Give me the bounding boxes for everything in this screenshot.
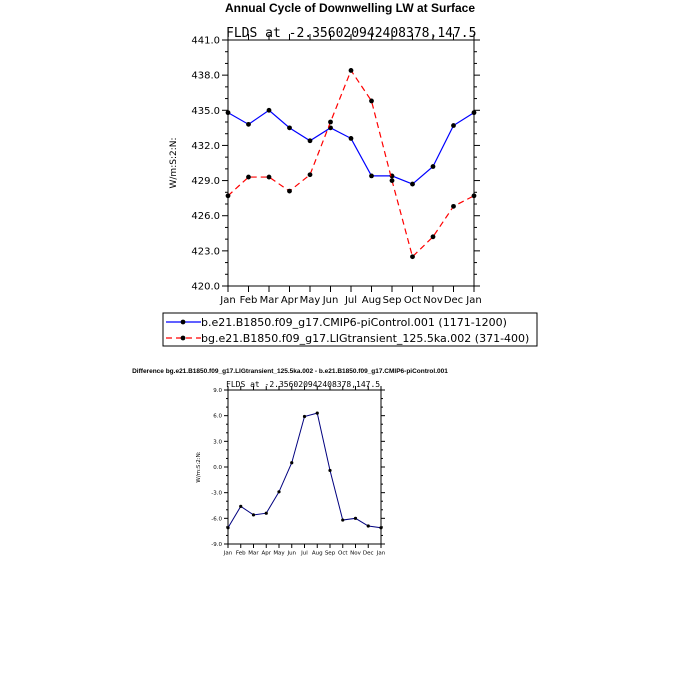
y-axis-label: W/m:S:2:N:	[196, 451, 202, 483]
x-tick-label: Feb	[235, 550, 246, 557]
legend-entry-1: b.e21.B1850.f09_g17.CMIP6-piControl.001 (1171-1200)	[201, 316, 507, 329]
data-point	[369, 99, 374, 104]
data-point	[354, 517, 357, 520]
data-point	[265, 512, 268, 515]
data-point	[308, 172, 313, 177]
y-tick-label: 435.0	[191, 105, 220, 117]
data-point	[349, 68, 354, 73]
x-tick-label: Jan	[223, 550, 233, 557]
chart-panel-1	[169, 1, 482, 306]
data-point	[451, 204, 456, 209]
y-tick-label: 438.0	[191, 70, 220, 82]
chart-title: Annual Cycle of Downwelling LW at Surface	[224, 1, 476, 15]
y-tick-label: 0.0	[213, 464, 222, 471]
y-tick-label: 423.0	[191, 246, 220, 258]
chart-subtitle: FLDS at -2.356020942408378,147.5	[226, 26, 477, 41]
x-tick-label: Nov	[350, 550, 361, 557]
data-point	[369, 173, 374, 178]
x-tick-label: Oct	[337, 550, 348, 557]
x-tick-label: Feb	[239, 295, 258, 306]
data-point	[451, 123, 456, 128]
data-point	[287, 189, 292, 194]
x-tick-label: Nov	[423, 295, 443, 306]
data-point	[341, 518, 344, 521]
x-tick-label: Sep	[324, 550, 336, 557]
x-tick-label: Aug	[311, 550, 323, 557]
data-point	[328, 469, 331, 472]
plot-frame	[228, 390, 381, 544]
data-point	[246, 175, 251, 180]
x-tick-label: May	[273, 550, 285, 557]
y-axis-label: W/m:S:2:N:	[169, 137, 179, 189]
y-tick-label: 420.0	[191, 281, 220, 293]
chart-panel-2	[132, 368, 448, 557]
x-tick-label: Jan	[220, 295, 236, 306]
data-point	[226, 526, 229, 529]
data-point	[349, 136, 354, 141]
legend-marker	[181, 336, 186, 341]
x-tick-label: Oct	[403, 295, 422, 306]
y-tick-label: 441.0	[191, 35, 220, 47]
x-tick-label: Mar	[248, 550, 259, 557]
data-point	[410, 182, 415, 187]
legend-marker	[181, 320, 186, 325]
data-point	[316, 412, 319, 415]
x-tick-label: Jun	[322, 295, 339, 306]
series-line-1	[228, 413, 381, 528]
x-tick-label: Aug	[361, 295, 382, 306]
y-tick-label: -9.0	[211, 541, 222, 548]
y-tick-label: 429.0	[191, 176, 220, 188]
chart-title: Difference bg.e21.B1850.f09_g17.LIGtransient_125.5ka.002 - b.e21.B1850.f09_g17.CMIP6-piControl.001	[132, 368, 448, 375]
data-point	[367, 524, 370, 527]
y-tick-label: 6.0	[213, 413, 222, 420]
x-tick-label: Dec	[362, 550, 374, 557]
y-tick-label: 9.0	[213, 387, 222, 394]
series-line-2	[228, 70, 474, 256]
data-point	[246, 122, 251, 127]
x-tick-label: Dec	[443, 295, 464, 306]
x-tick-label: Apr	[280, 295, 299, 306]
y-tick-label: 432.0	[191, 140, 220, 152]
x-tick-label: May	[299, 295, 321, 306]
y-tick-label: 426.0	[191, 211, 220, 223]
data-point	[303, 415, 306, 418]
y-tick-label: 3.0	[213, 439, 222, 446]
x-tick-label: Jan	[376, 550, 386, 557]
data-point	[226, 193, 231, 198]
legend	[163, 313, 537, 346]
x-tick-label: Sep	[382, 295, 402, 306]
data-point	[308, 138, 313, 143]
x-tick-label: Apr	[261, 550, 272, 557]
data-point	[252, 513, 255, 516]
y-tick-label: -3.0	[211, 490, 222, 497]
legend-entry-2: bg.e21.B1850.f09_g17.LIGtransient_125.5ka.002 (371-400)	[201, 332, 530, 345]
x-tick-label: Jun	[287, 550, 297, 557]
data-point	[472, 193, 477, 198]
x-tick-label: Jan	[466, 295, 482, 306]
data-point	[431, 164, 436, 169]
x-tick-label: Jul	[301, 550, 308, 557]
data-point	[267, 108, 272, 113]
data-point	[277, 490, 280, 493]
data-point	[290, 461, 293, 464]
data-point	[239, 505, 242, 508]
series-line-1	[228, 110, 474, 184]
data-point	[328, 120, 333, 125]
data-point	[431, 234, 436, 239]
data-point	[226, 110, 231, 115]
data-point	[410, 254, 415, 259]
x-tick-label: Mar	[259, 295, 279, 306]
data-point	[379, 526, 382, 529]
data-point	[287, 125, 292, 130]
x-tick-label: Jul	[344, 295, 358, 306]
data-point	[267, 175, 272, 180]
y-tick-label: -6.0	[211, 516, 222, 523]
data-point	[390, 178, 395, 183]
chart-subtitle: FLDS at -2.356020942408378,147.5	[226, 380, 381, 389]
plot-frame	[228, 40, 474, 286]
data-point	[472, 110, 477, 115]
